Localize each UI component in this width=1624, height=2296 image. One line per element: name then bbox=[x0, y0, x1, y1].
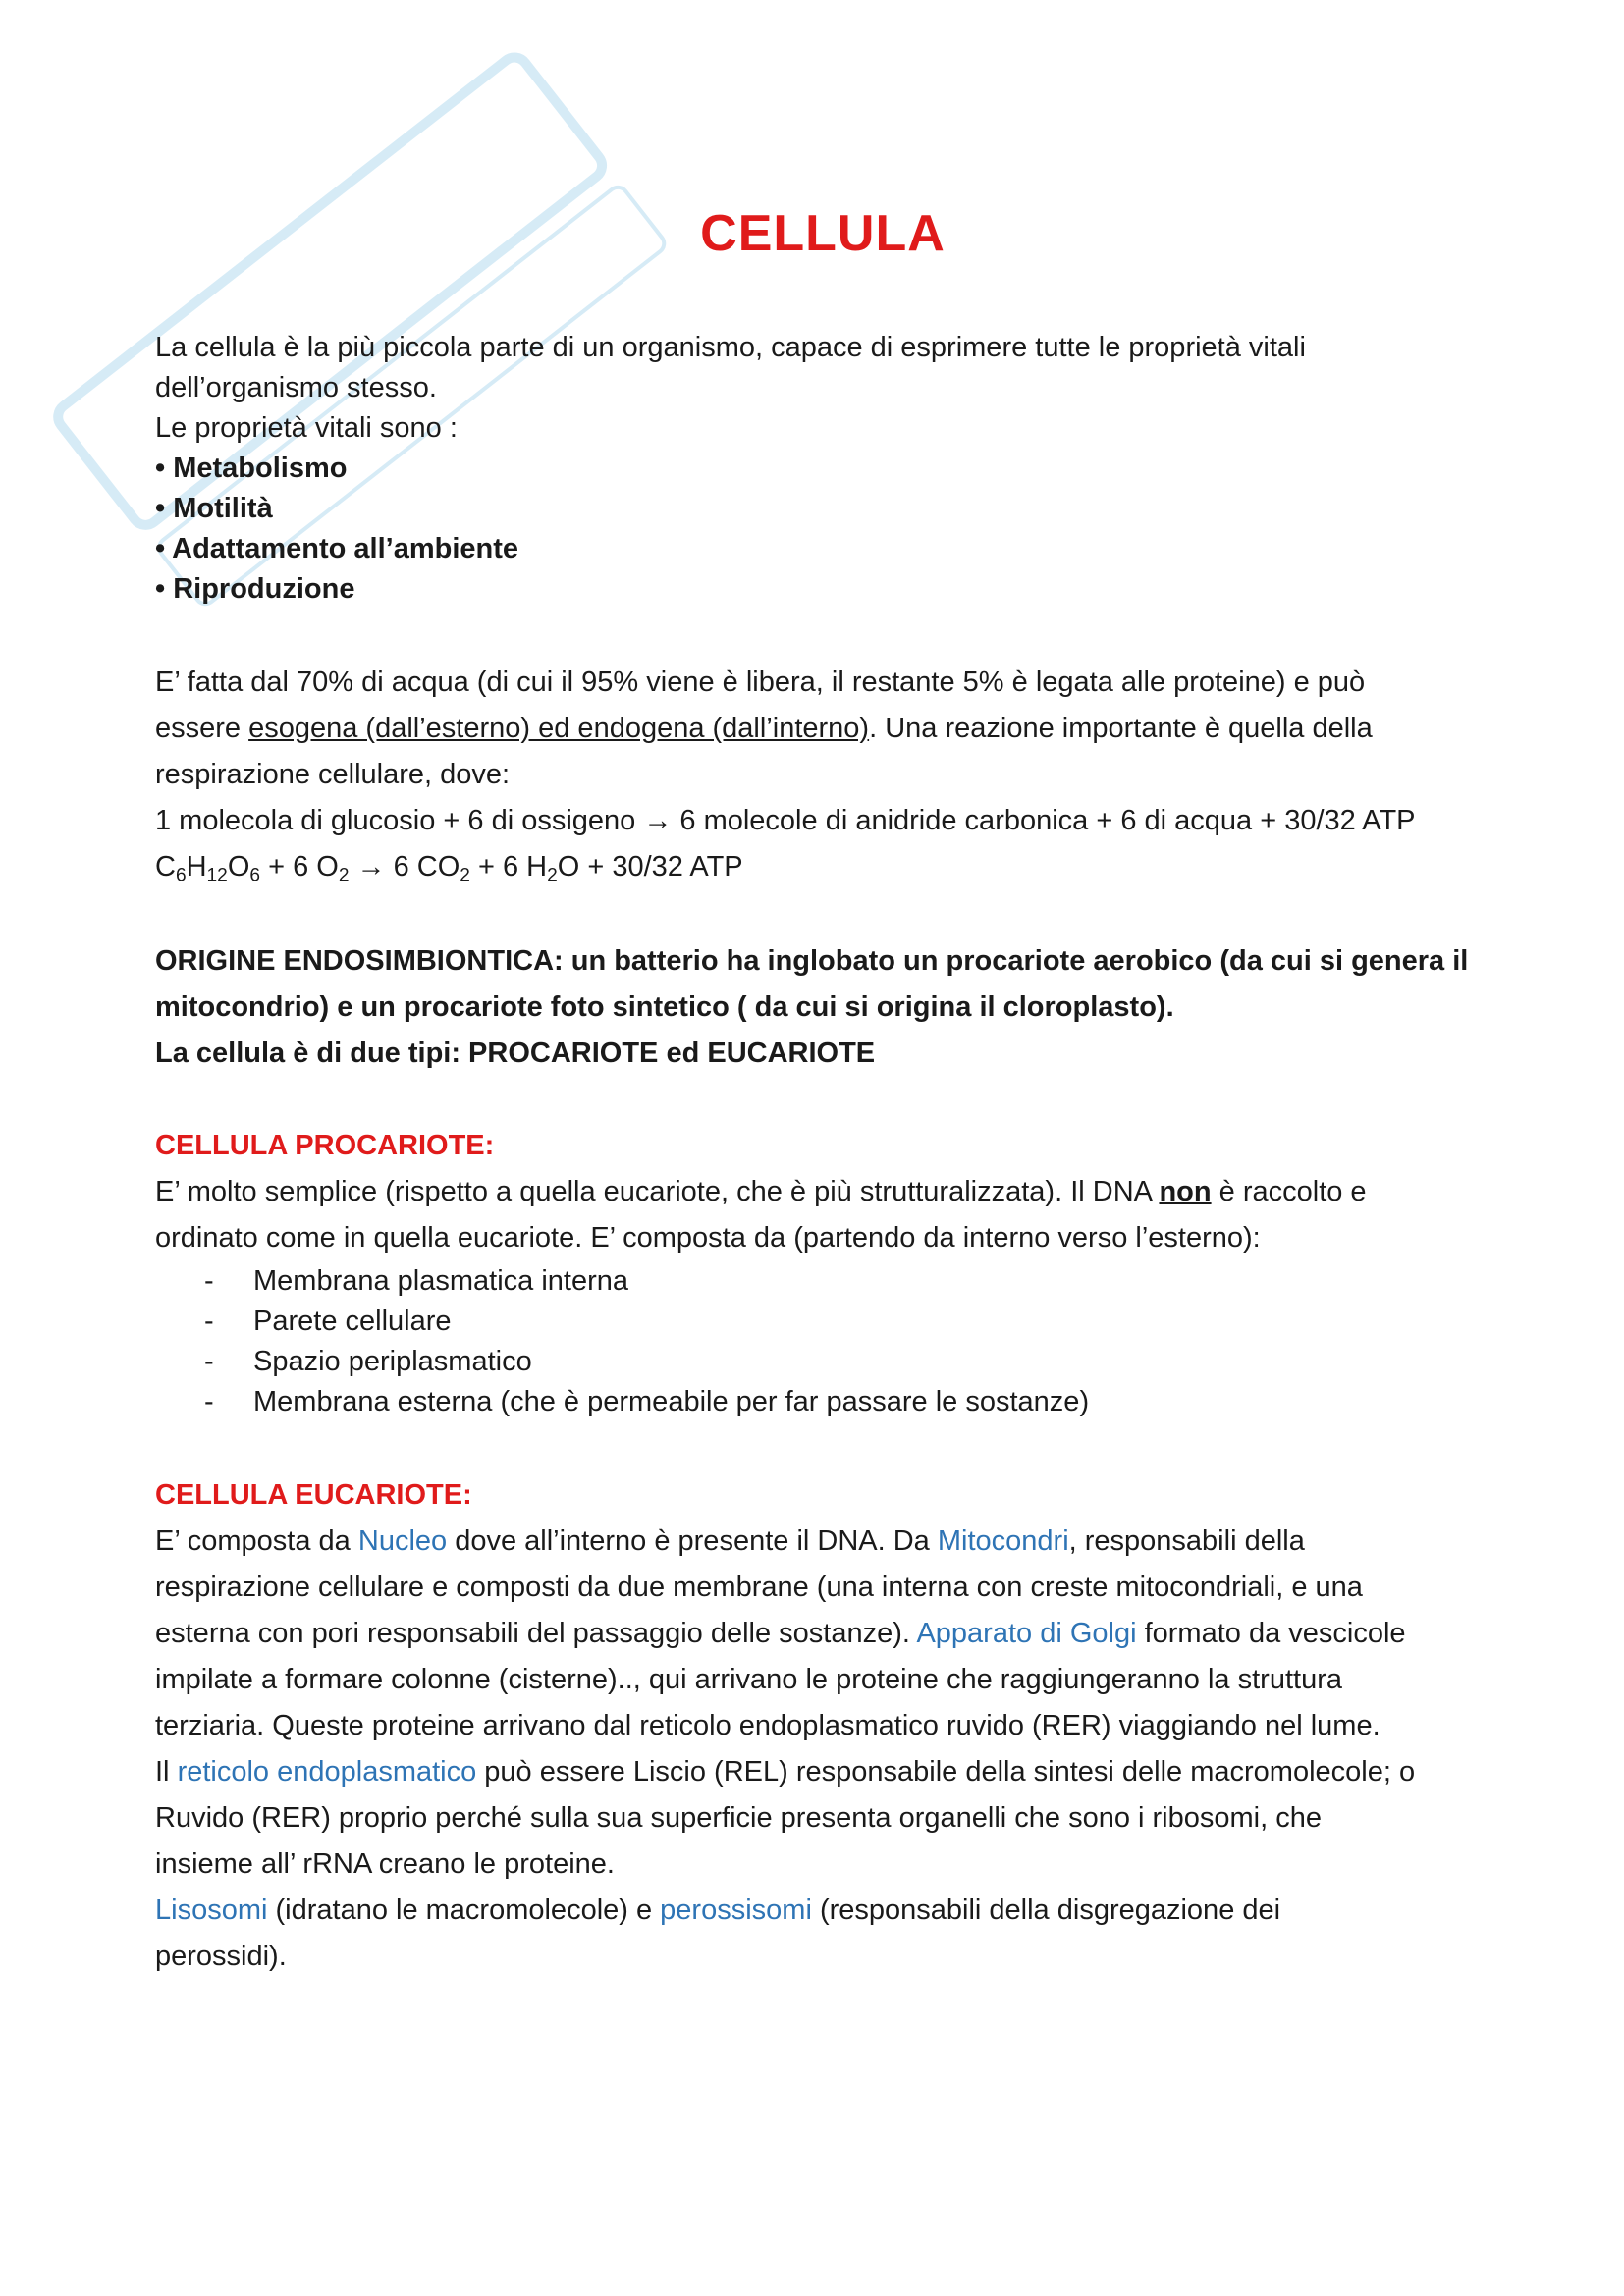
text-span: dove all’interno è presente il DNA. Da bbox=[447, 1525, 938, 1557]
formula-part: → 6 CO bbox=[349, 851, 460, 882]
text-span: è raccolto e bbox=[1211, 1176, 1367, 1207]
section-heading: CELLULA PROCARIOTE: bbox=[155, 1130, 495, 1161]
procariote-section bbox=[155, 1123, 1490, 1422]
text-span: . Una reazione importante è quella della bbox=[869, 713, 1373, 744]
eucariote-line: perossidi). bbox=[155, 1941, 287, 1972]
list-item: - Membrana esterna (che è permeabile per far passare le sostanze) bbox=[155, 1382, 1490, 1422]
eucariote-line: impilate a formare colonne (cisterne).., qui arrivano le proteine che raggiungeranno la struttura bbox=[155, 1664, 1342, 1695]
formula-sub: 2 bbox=[338, 865, 350, 886]
procariote-line: ordinato come in quella eucariote. E’ composta da (partendo da interno verso l’esterno): bbox=[155, 1222, 1261, 1254]
emphasis-text: non bbox=[1159, 1176, 1212, 1207]
origin-line: mitocondrio) e un procariote foto sintetico ( da cui si origina il cloroplasto). bbox=[155, 991, 1174, 1023]
organelle-term: Nucleo bbox=[357, 1525, 448, 1557]
formula-part: + 6 H bbox=[469, 851, 548, 882]
property-bullet: • Adattamento all’ambiente bbox=[155, 533, 519, 564]
section-heading: CELLULA EUCARIOTE: bbox=[155, 1479, 472, 1511]
procariote-structure-list bbox=[155, 1261, 1490, 1422]
text-span: essere bbox=[155, 713, 249, 744]
organelle-term: Mitocondri bbox=[937, 1525, 1069, 1557]
list-item: - Membrana plasmatica interna bbox=[155, 1261, 1490, 1302]
eucariote-line: Ruvido (RER) proprio perché sulla sua superficie presenta organelli che sono i ribosomi, che bbox=[155, 1802, 1322, 1834]
text-span: E’ composta da bbox=[155, 1525, 358, 1557]
property-bullet: • Motilità bbox=[155, 493, 273, 524]
origin-line: La cellula è di due tipi: PROCARIOTE ed EUCARIOTE bbox=[155, 1038, 876, 1069]
organelle-term: reticolo endoplasmatico bbox=[177, 1756, 477, 1788]
property-bullet: • Metabolismo bbox=[155, 453, 348, 484]
eucariote-section bbox=[155, 1472, 1490, 1980]
intro-line: La cellula è la più piccola parte di un organismo, capace di esprimere tutte le proprietà vitali bbox=[155, 332, 1306, 363]
reaction-words: 1 molecola di glucosio + 6 di ossigeno → 6 molecole di anidride carbonica + 6 di acqua + 30/32 ATP bbox=[155, 805, 1416, 836]
eucariote-line: terziaria. Queste proteine arrivano dal reticolo endoplasmatico ruvido (RER) viaggiando nel lume. bbox=[155, 1710, 1380, 1741]
formula-sub: 2 bbox=[460, 865, 470, 886]
property-bullet: • Riproduzione bbox=[155, 573, 355, 605]
procariote-line bbox=[155, 1169, 1490, 1215]
composition-section bbox=[155, 660, 1490, 890]
formula-sub: 6 bbox=[175, 865, 187, 886]
organelle-term: Lisosomi bbox=[155, 1895, 268, 1926]
formula-sub: 2 bbox=[547, 865, 558, 886]
list-item: - Parete cellulare bbox=[155, 1302, 1490, 1342]
origin-line: ORIGINE ENDOSIMBIONTICA: un batterio ha inglobato un procariote aerobico (da cui si genera il bbox=[155, 945, 1469, 977]
text-span: (responsabili della disgregazione dei bbox=[811, 1895, 1281, 1926]
text-span: esterna con pori responsabili del passaggio delle sostanze). bbox=[155, 1618, 917, 1649]
formula-part: O bbox=[557, 851, 580, 882]
formula-part: C bbox=[155, 851, 176, 882]
reaction-formula bbox=[155, 844, 1490, 890]
eucariote-line: respirazione cellulare e composti da due membrane (una interna con creste mitocondriali, e una bbox=[155, 1572, 1363, 1603]
formula-sub: 6 bbox=[249, 865, 261, 886]
intro-line: dell’organismo stesso. bbox=[155, 372, 437, 403]
list-item: - Spazio periplasmatico bbox=[155, 1342, 1490, 1382]
formula-part: + 30/32 ATP bbox=[579, 851, 743, 882]
text-span: , responsabili della bbox=[1068, 1525, 1305, 1557]
formula-part: H bbox=[186, 851, 207, 882]
formula-part: + 6 O bbox=[260, 851, 339, 882]
composition-line: respirazione cellulare, dove: bbox=[155, 759, 511, 790]
text-span: E’ molto semplice (rispetto a quella eucariote, che è più strutturalizzata). Il DNA bbox=[155, 1176, 1160, 1207]
text-span: può essere Liscio (REL) responsabile della sintesi delle macromolecole; o bbox=[476, 1756, 1416, 1788]
formula-part: O bbox=[227, 851, 250, 882]
text-span: formato da vescicole bbox=[1136, 1618, 1406, 1649]
eucariote-line bbox=[155, 1519, 1490, 1565]
eucariote-line bbox=[155, 1749, 1490, 1795]
formula-sub: 12 bbox=[206, 865, 228, 886]
eucariote-line: insieme all’ rRNA creano le proteine. bbox=[155, 1848, 615, 1880]
page-title: CELLULA bbox=[700, 205, 946, 262]
composition-line bbox=[155, 706, 1490, 752]
eucariote-line bbox=[155, 1611, 1490, 1657]
text-span: Il bbox=[155, 1756, 178, 1788]
eucariote-line bbox=[155, 1888, 1490, 1934]
text-span: (idratano le macromolecole) e bbox=[267, 1895, 661, 1926]
organelle-term: Apparato di Golgi bbox=[916, 1618, 1137, 1649]
origin-section bbox=[155, 938, 1490, 1077]
composition-line: E’ fatta dal 70% di acqua (di cui il 95% viene è libera, il restante 5% è legata alle proteine) e può bbox=[155, 667, 1366, 698]
underlined-text: esogena (dall’esterno) ed endogena (dall’interno) bbox=[248, 713, 870, 744]
intro-section bbox=[155, 328, 1490, 610]
intro-line: Le proprietà vitali sono : bbox=[155, 412, 458, 444]
organelle-term: perossisomi bbox=[660, 1895, 812, 1926]
